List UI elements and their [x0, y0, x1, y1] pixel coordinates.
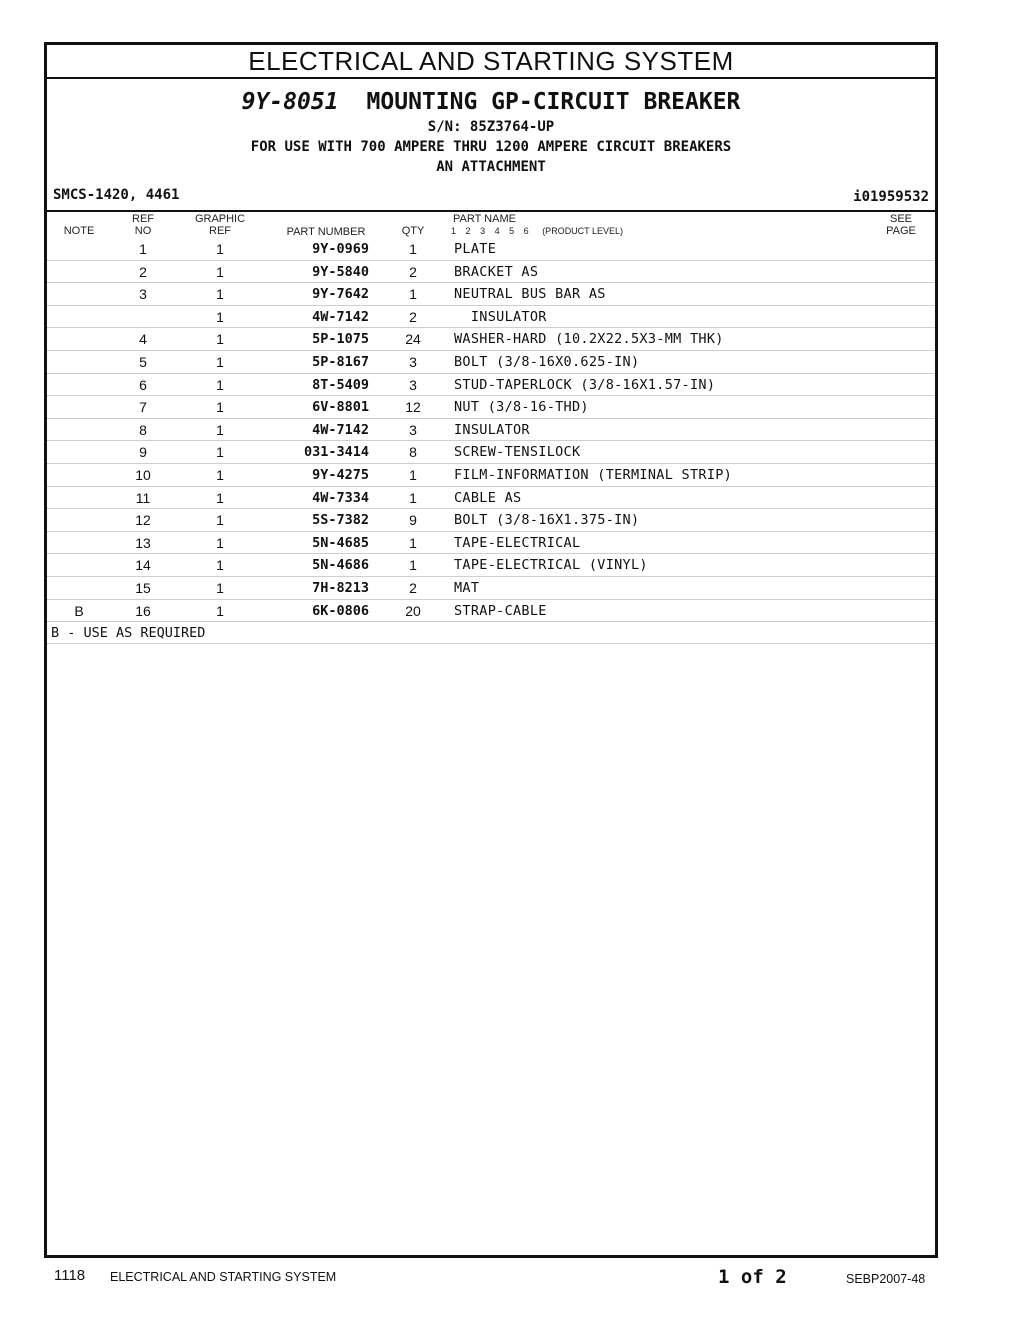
- attachment-note: AN ATTACHMENT: [436, 159, 546, 175]
- cell-ref-no: 15: [135, 579, 151, 596]
- cell-ref-no: 11: [135, 489, 151, 506]
- table-row: [47, 238, 935, 261]
- col-header-ref-top: REF: [132, 213, 154, 225]
- cell-ref-no: 3: [139, 286, 147, 303]
- cell-ref-no: 5: [139, 353, 147, 370]
- section-title: ELECTRICAL AND STARTING SYSTEM: [47, 45, 935, 79]
- table-row: [47, 487, 935, 510]
- table-row: [47, 554, 935, 577]
- cell-qty: 3: [409, 376, 417, 393]
- level-6: 6: [523, 226, 529, 236]
- cell-ref-no: 9: [139, 444, 147, 461]
- col-header-part-number: PART NUMBER: [286, 226, 366, 238]
- cell-ref-no: 7: [139, 399, 147, 416]
- cell-part-name: FILM-INFORMATION (TERMINAL STRIP): [454, 466, 733, 483]
- cell-qty: 3: [409, 353, 417, 370]
- parts-table: [47, 238, 935, 644]
- col-header-part-name: [451, 213, 711, 237]
- cell-part-name: BRACKET AS: [454, 263, 539, 280]
- cell-ref-no: 16: [135, 602, 151, 619]
- cell-graphic-ref: 1: [216, 466, 224, 483]
- table-row: [47, 374, 935, 397]
- table-row: [47, 261, 935, 284]
- table-row: [47, 600, 935, 623]
- group-part-number: 9Y-8051: [241, 89, 339, 115]
- level-1: 1: [451, 226, 457, 236]
- group-title: [47, 89, 935, 115]
- cell-graphic-ref: 1: [216, 376, 224, 393]
- col-header-see-top: SEE: [889, 213, 912, 225]
- cell-part-name: STRAP-CABLE: [454, 602, 547, 619]
- cell-qty: 1: [409, 534, 417, 551]
- footer-document-id: SEBP2007-48: [846, 1272, 926, 1286]
- cell-graphic-ref: 1: [216, 444, 224, 461]
- cell-part-name: INSULATOR: [454, 308, 547, 325]
- cell-part-name: INSULATOR: [454, 421, 530, 438]
- cell-part-number[interactable]: 9Y-0969: [312, 241, 369, 257]
- cell-part-name: STUD-TAPERLOCK (3/8-16X1.57-IN): [454, 376, 716, 393]
- cell-part-number[interactable]: 9Y-7642: [312, 286, 369, 303]
- cell-qty: 1: [409, 466, 417, 483]
- cell-qty: 2: [409, 579, 417, 596]
- level-2: 2: [465, 226, 471, 236]
- cell-ref-no: 2: [139, 263, 147, 280]
- table-row: [47, 283, 935, 306]
- level-5: 5: [509, 226, 515, 236]
- table-row: [47, 441, 935, 464]
- cell-part-number[interactable]: 9Y-4275: [312, 466, 369, 483]
- table-row: [47, 532, 935, 555]
- table-row: [47, 351, 935, 374]
- serial-number-range: S/N: 85Z3764-UP: [427, 119, 555, 135]
- footnote-text: B - USE AS REQUIRED: [51, 625, 206, 642]
- cell-graphic-ref: 1: [216, 579, 224, 596]
- table-row: [47, 328, 935, 351]
- col-header-see-page: [873, 213, 929, 237]
- cell-graphic-ref: 1: [216, 308, 224, 325]
- cell-ref-no: 12: [135, 512, 151, 529]
- cell-qty: 9: [409, 512, 417, 529]
- cell-qty: 1: [409, 241, 417, 257]
- cell-part-name: MAT: [454, 579, 480, 596]
- cell-graphic-ref: 1: [216, 241, 224, 257]
- footer-section-name: ELECTRICAL AND STARTING SYSTEM: [110, 1270, 337, 1284]
- cell-graphic-ref: 1: [216, 602, 224, 619]
- col-header-ref-no: [125, 213, 161, 237]
- cell-part-name: SCREW-TENSILOCK: [454, 444, 581, 461]
- product-level-label: (PRODUCT LEVEL): [542, 226, 624, 236]
- cell-part-number[interactable]: 6V-8801: [312, 399, 369, 416]
- table-row: [47, 419, 935, 442]
- header-divider: [47, 210, 935, 212]
- col-header-note: NOTE: [63, 225, 95, 237]
- cell-qty: 2: [409, 308, 417, 325]
- parts-page-frame: [44, 42, 938, 1258]
- footnote-row: [47, 622, 935, 644]
- cell-part-number[interactable]: 5N-4685: [312, 534, 369, 551]
- col-header-see-bottom: PAGE: [886, 225, 916, 237]
- cell-qty: 1: [409, 286, 417, 303]
- cell-ref-no: 6: [139, 376, 147, 393]
- cell-part-number[interactable]: 5N-4686: [312, 557, 369, 574]
- cell-part-number[interactable]: 8T-5409: [312, 376, 369, 393]
- cell-part-number[interactable]: 4W-7334: [312, 489, 369, 506]
- cell-qty: 1: [409, 489, 417, 506]
- cell-part-name: PLATE: [454, 241, 497, 257]
- usage-note: FOR USE WITH 700 AMPERE THRU 1200 AMPERE CIRCUIT BREAKERS: [250, 139, 732, 155]
- cell-part-number[interactable]: 4W-7142: [312, 421, 369, 438]
- cell-ref-no: 14: [135, 557, 151, 574]
- cell-ref-no: 1: [139, 241, 147, 257]
- product-levels: [451, 225, 711, 237]
- cell-graphic-ref: 1: [216, 512, 224, 529]
- level-4: 4: [494, 226, 500, 236]
- cell-qty: 12: [405, 399, 421, 416]
- cell-qty: 3: [409, 421, 417, 438]
- cell-note: B: [74, 602, 84, 619]
- col-header-ref-bottom: NO: [134, 225, 152, 237]
- table-row: [47, 577, 935, 600]
- cell-graphic-ref: 1: [216, 286, 224, 303]
- cell-part-number[interactable]: 5P-8167: [312, 353, 369, 370]
- cell-part-number[interactable]: 5P-1075: [312, 331, 369, 348]
- table-row: [47, 509, 935, 532]
- cell-graphic-ref: 1: [216, 331, 224, 348]
- cell-ref-no: 4: [139, 331, 147, 348]
- cell-part-name: NEUTRAL BUS BAR AS: [454, 286, 606, 303]
- cell-ref-no: 8: [139, 421, 147, 438]
- footer-page-of: 1 of 2: [718, 1266, 787, 1288]
- col-header-graphic-ref: [189, 213, 251, 237]
- col-header-part-name-label: PART NAME: [453, 213, 516, 225]
- table-row: [47, 464, 935, 487]
- cell-ref-no: 13: [135, 534, 151, 551]
- cell-qty: 2: [409, 263, 417, 280]
- cell-part-number[interactable]: 031-3414: [303, 444, 369, 461]
- cell-graphic-ref: 1: [216, 557, 224, 574]
- cell-part-number[interactable]: 6K-0806: [312, 602, 369, 619]
- smcs-code: SMCS-1420, 4461: [53, 187, 180, 203]
- table-row: [47, 306, 935, 329]
- cell-part-number[interactable]: 9Y-5840: [312, 263, 369, 280]
- cell-qty: 1: [409, 557, 417, 574]
- cell-graphic-ref: 1: [216, 421, 224, 438]
- cell-part-number[interactable]: 7H-8213: [312, 579, 369, 596]
- cell-qty: 20: [405, 602, 421, 619]
- illustration-id: i01959532: [853, 189, 929, 205]
- cell-qty: 8: [409, 444, 417, 461]
- cell-part-number[interactable]: 4W-7142: [312, 308, 369, 325]
- cell-graphic-ref: 1: [216, 353, 224, 370]
- cell-part-name: TAPE-ELECTRICAL (VINYL): [454, 557, 648, 574]
- table-row: [47, 396, 935, 419]
- cell-ref-no: 10: [135, 466, 151, 483]
- cell-part-name: NUT (3/8-16-THD): [454, 399, 589, 416]
- level-3: 3: [480, 226, 486, 236]
- group-name: MOUNTING GP-CIRCUIT BREAKER: [366, 89, 741, 115]
- cell-graphic-ref: 1: [216, 399, 224, 416]
- footer-page-number: 1118: [54, 1267, 86, 1284]
- cell-part-name: WASHER-HARD (10.2X22.5X3-MM THK): [454, 331, 724, 348]
- cell-part-name: BOLT (3/8-16X0.625-IN): [454, 353, 640, 370]
- cell-part-number[interactable]: 5S-7382: [312, 512, 369, 529]
- cell-part-name: TAPE-ELECTRICAL: [454, 534, 581, 551]
- cell-part-name: CABLE AS: [454, 489, 522, 506]
- cell-part-name: BOLT (3/8-16X1.375-IN): [454, 512, 640, 529]
- col-header-graphic-top: GRAPHIC: [194, 213, 246, 225]
- cell-graphic-ref: 1: [216, 534, 224, 551]
- cell-graphic-ref: 1: [216, 263, 224, 280]
- col-header-qty: QTY: [401, 225, 425, 237]
- cell-graphic-ref: 1: [216, 489, 224, 506]
- col-header-graphic-bottom: REF: [209, 225, 231, 237]
- cell-qty: 24: [405, 331, 421, 348]
